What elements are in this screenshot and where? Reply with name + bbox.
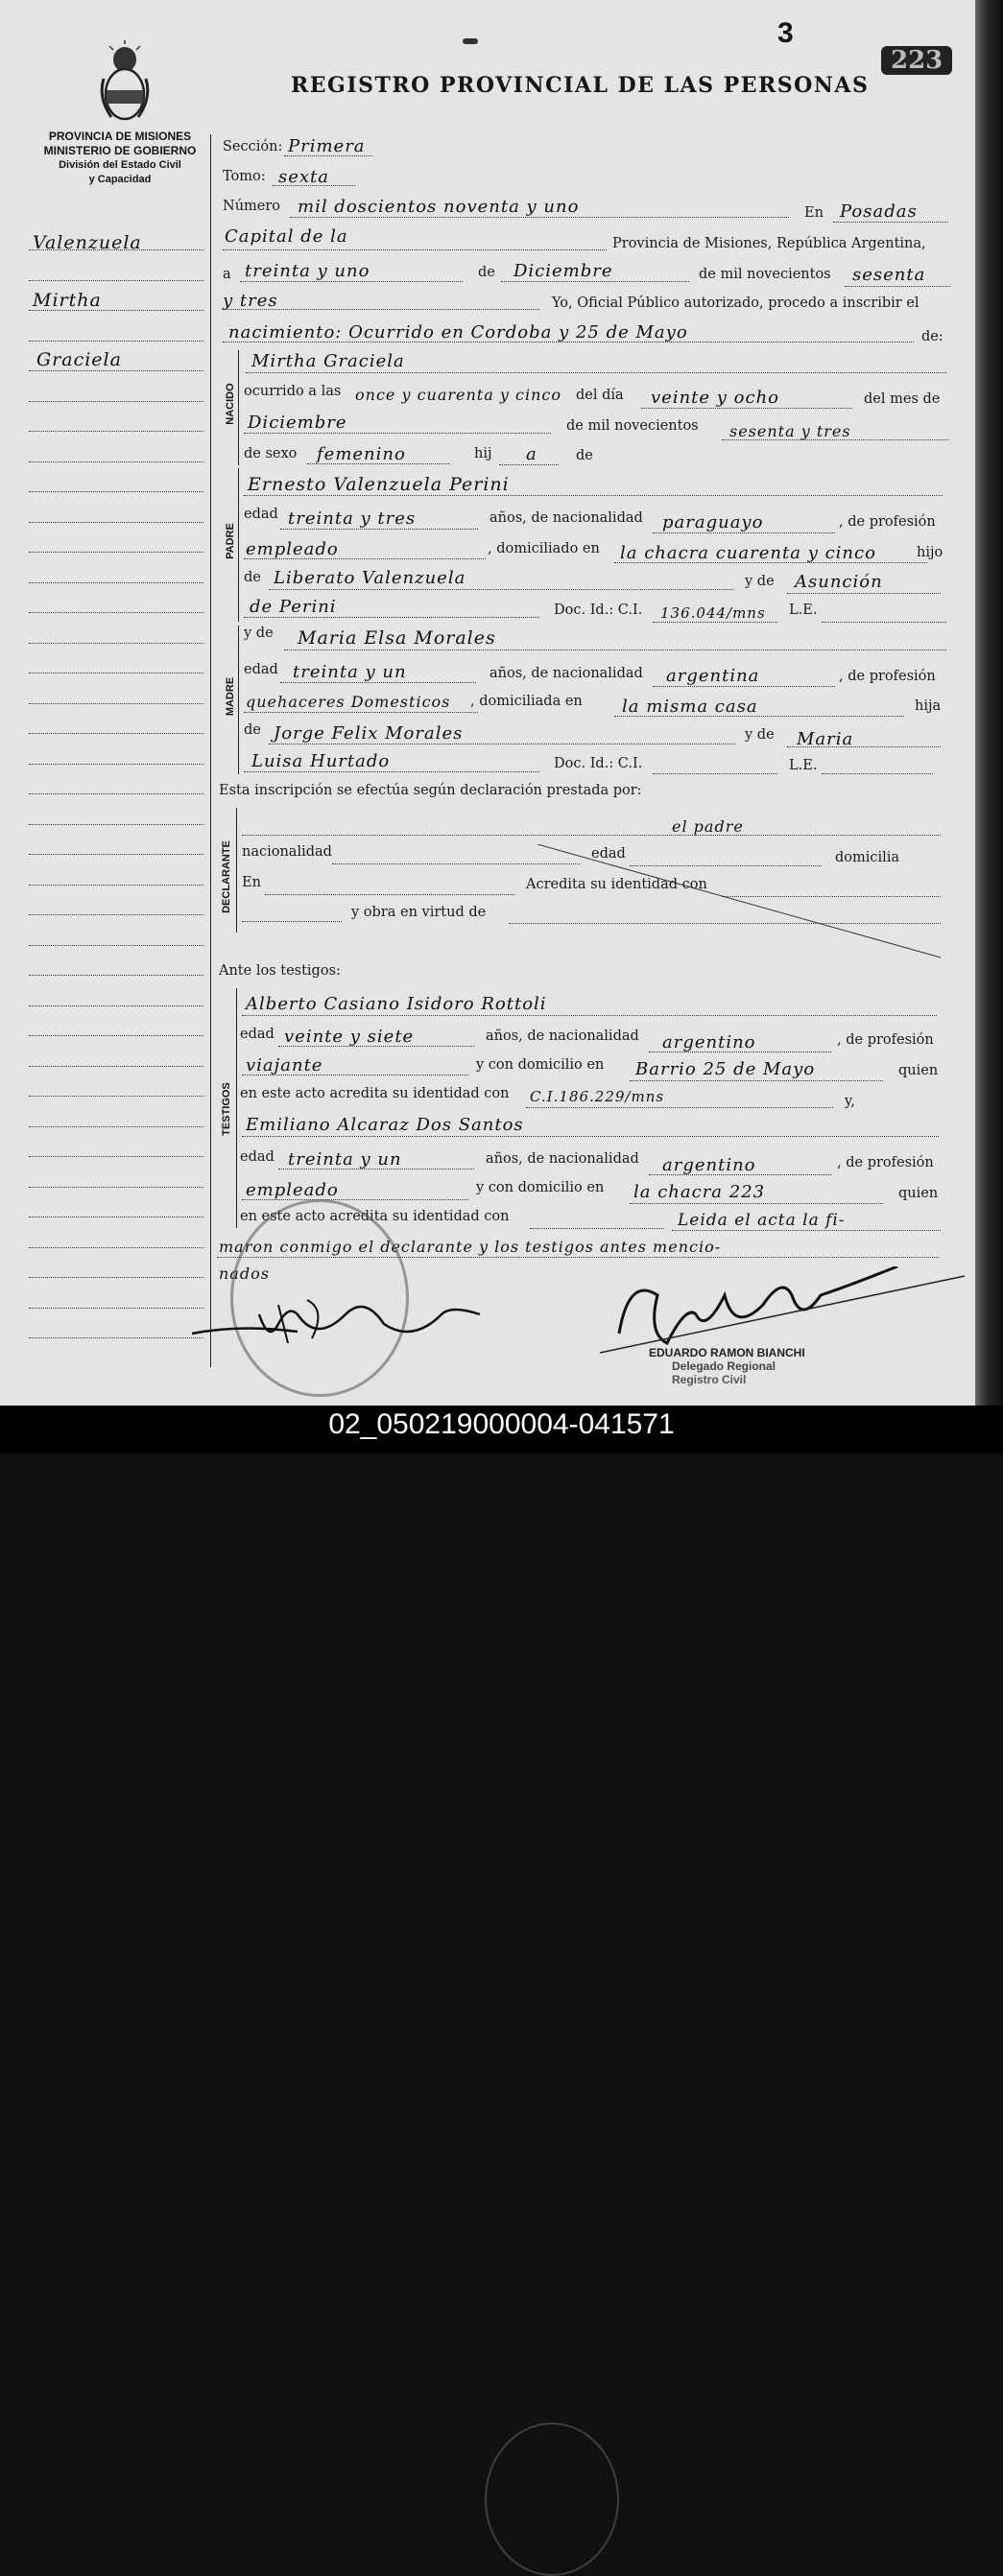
t1-edad-label: edad <box>240 1027 275 1042</box>
mes-nac-line <box>244 433 551 434</box>
t2-ci-line <box>530 1228 664 1229</box>
t1-nac-label: años, de nacionalidad <box>486 1028 639 1044</box>
t1-quien-label: quien <box>898 1063 939 1078</box>
padre-dom-line <box>614 562 927 563</box>
margin-line <box>29 1126 203 1127</box>
margin-line <box>29 703 203 704</box>
madre-doc-label: Doc. Id.: C.I. <box>554 756 643 771</box>
decl-acredita-label: Acredita su identidad con <box>526 877 707 892</box>
padre-edad-line <box>280 529 478 530</box>
leida1-value: Leida el acta la fi- <box>678 1211 846 1230</box>
page-number: 3 <box>777 17 794 49</box>
declarante-bar <box>236 808 237 933</box>
madre-prof-label: , de profesión <box>839 669 936 684</box>
anio2-line <box>223 309 539 310</box>
margin-separator <box>210 134 211 1367</box>
madre-dom-line <box>614 716 904 717</box>
t2-prof-value: empleado <box>246 1180 339 1200</box>
signature-block <box>649 1346 805 1386</box>
padre-ci-line <box>653 622 777 623</box>
t1-nac-value: argentino <box>662 1032 756 1052</box>
en-label: En <box>804 205 824 221</box>
margin-line <box>29 1277 203 1278</box>
madre-y-de1-value: Maria <box>797 729 854 749</box>
dia-value: treinta y uno <box>245 261 370 281</box>
official-office: Registro Civil <box>672 1373 747 1386</box>
t1-y-label: y, <box>845 1094 855 1109</box>
t1-prof-value: viajante <box>246 1055 323 1075</box>
margin-line <box>29 854 203 855</box>
madre-nac-label: años, de nacionalidad <box>490 666 643 681</box>
madre-bar <box>238 626 239 774</box>
padre-edad-label: edad <box>244 507 278 522</box>
decl-en-label: En <box>242 875 261 890</box>
margin-line <box>29 1156 203 1157</box>
leida1-line <box>672 1230 941 1231</box>
madre-y-de1-line <box>787 746 941 747</box>
margin-line <box>29 1096 203 1097</box>
madre-hija-de-value: Jorge Felix Morales <box>274 723 464 744</box>
padre-nombre-line <box>244 495 943 496</box>
margin-line <box>29 975 203 976</box>
margin-line <box>29 733 203 734</box>
del-dia-label: del día <box>576 388 624 403</box>
ocurrido-label: ocurrido a las <box>244 384 342 399</box>
madre-prof-line <box>244 712 478 713</box>
side-label-testigos: TESTIGOS <box>221 1082 232 1136</box>
decl-blank-line <box>242 921 342 922</box>
decl-en-line <box>265 894 514 895</box>
margin-line <box>29 491 203 492</box>
padre-hijo-label: hijo <box>917 545 943 560</box>
margin-line <box>29 1066 203 1067</box>
padre-dom-value: la chacra cuarenta y cinco <box>620 543 876 563</box>
madre-y-de2-label: y de <box>745 727 775 743</box>
capital-line <box>223 249 607 250</box>
en-value: Posadas <box>840 201 918 222</box>
margin-line <box>29 885 203 886</box>
madre-edad-label: edad <box>244 662 278 677</box>
padre-le-line <box>822 622 946 623</box>
side-label-madre: MADRE <box>225 676 236 717</box>
margin-line <box>29 673 203 674</box>
margin-line <box>29 1337 203 1338</box>
tomo-label: Tomo: <box>223 169 266 184</box>
padre-bar <box>238 468 239 622</box>
padre-doc-label: Doc. Id.: C.I. <box>554 603 643 618</box>
numero-line <box>290 217 789 218</box>
sexo-line <box>307 463 449 464</box>
side-label-padre: PADRE <box>225 523 236 559</box>
declarante-strike-line <box>537 844 941 959</box>
coat-of-arms-icon <box>96 40 154 123</box>
testigos-bar <box>236 988 237 1228</box>
t1-dom-label: y con domicilio en <box>476 1057 605 1073</box>
scan-footer-id: 02_050219000004-041571 <box>0 1406 1003 1453</box>
t2-quien-label: quien <box>898 1186 939 1201</box>
org-line-4: y Capacidad <box>88 174 152 185</box>
dia-nac-value: veinte y ocho <box>651 388 780 408</box>
org-line-2: MINISTERIO DE GOBIERNO <box>43 144 197 157</box>
anio-nac-value: sesenta y tres <box>729 422 851 440</box>
tomo-value: sexta <box>278 167 330 187</box>
madre-nac-line <box>653 686 835 687</box>
dia-line <box>240 281 463 282</box>
leida3-value: nados <box>219 1264 270 1283</box>
madre-dom-label: , domiciliada en <box>470 694 583 709</box>
inscripcion-statement: Esta inscripción se efectúa según declaración prestada por: <box>219 783 642 798</box>
t2-edad-value: treinta y un <box>288 1149 402 1170</box>
padre-edad-value: treinta y tres <box>288 508 417 529</box>
madre-y-de2-line <box>244 771 539 772</box>
t1-ci-value: C.I.186.229/mns <box>530 1088 665 1105</box>
nacimiento-value: nacimiento: Ocurrido en Cordoba y 25 de Mayo <box>228 322 688 343</box>
de-mil-nov2-label: de mil novecientos <box>566 418 699 434</box>
margin-line <box>29 431 203 432</box>
margin-line <box>29 370 203 371</box>
margin-line <box>29 1187 203 1188</box>
margin-line <box>29 764 203 765</box>
madre-y-de-label: y de <box>244 626 274 641</box>
org-line-3: División del Estado Civil <box>59 159 181 171</box>
madre-dom-value: la misma casa <box>622 697 758 717</box>
margin-line <box>29 1308 203 1309</box>
margin-line <box>29 1035 203 1036</box>
mes-nac-value: Diciembre <box>248 413 347 433</box>
corner-mark: 223 <box>881 46 952 75</box>
testigo2-value: Emiliano Alcaraz Dos Santos <box>246 1115 524 1135</box>
margin-line <box>29 552 203 553</box>
padre-dom-label: , domiciliado en <box>488 541 600 556</box>
padre-y-de1-value: Asunción <box>795 572 883 592</box>
madre-edad-value: treinta y un <box>293 662 407 682</box>
testigo1-line <box>242 1015 937 1016</box>
madre-hija-label: hija <box>915 698 942 714</box>
official-name: EDUARDO RAMON BIANCHI <box>649 1346 805 1359</box>
numero-value: mil doscientos noventa y uno <box>298 197 580 217</box>
padre-y-de2-line <box>244 617 539 618</box>
margin-line <box>29 914 203 915</box>
seccion-line <box>284 155 372 156</box>
padre-nac-line <box>653 532 835 533</box>
padre-y-de1-line <box>787 593 941 594</box>
top-ink-mark <box>463 38 478 44</box>
margin-line <box>29 310 203 311</box>
madre-edad-line <box>280 682 476 683</box>
padre-nombre-value: Ernesto Valenzuela Perini <box>248 474 510 495</box>
testigo2-line <box>242 1136 939 1137</box>
margin-line <box>29 401 203 402</box>
padre-prof-label: , de profesión <box>839 514 936 530</box>
provincia-label: Provincia de Misiones, República Argentina, <box>612 236 926 251</box>
hij-label: hij <box>474 446 492 461</box>
t2-dom-label: y con domicilio en <box>476 1180 605 1195</box>
margin-first-name: Mirtha <box>33 290 102 311</box>
madre-le-line <box>822 773 933 774</box>
de-mil-nov-label: de mil novecientos <box>699 267 831 282</box>
margin-second-name: Graciela <box>36 349 122 370</box>
leida2-value: maron conmigo el declarante y los testigos antes mencio- <box>219 1238 722 1256</box>
sexo-label: de sexo <box>244 446 298 461</box>
official-stamp-inner <box>485 2422 619 2576</box>
dia-nac-line <box>641 408 852 409</box>
official-title: Delegado Regional <box>672 1359 776 1373</box>
declarante-value: el padre <box>672 817 744 836</box>
hora-value: once y cuarenta y cinco <box>355 386 561 404</box>
padre-prof-line <box>244 558 486 559</box>
t2-edad-line <box>278 1169 474 1170</box>
tomo-line <box>273 185 355 186</box>
padre-hijo-de-line <box>269 589 733 590</box>
mes-line <box>501 281 689 282</box>
de-colon-label: de: <box>921 329 943 344</box>
nombre-nacido-line <box>246 372 946 373</box>
capital-value: Capital de la <box>225 226 348 247</box>
decl-nacionalidad-label: nacionalidad <box>242 844 332 860</box>
t2-nac-label: años, de nacionalidad <box>486 1151 639 1167</box>
declarant-signature <box>182 1276 509 1362</box>
anio-nac-line <box>722 439 948 440</box>
t2-dom-value: la chacra 223 <box>633 1182 766 1202</box>
de2-label: de <box>576 448 593 463</box>
t2-dom-line <box>630 1203 883 1204</box>
padre-nac-label: años, de nacionalidad <box>490 510 643 526</box>
padre-y-de-label: y de <box>745 574 775 589</box>
margin-line <box>29 612 203 613</box>
madre-nac-value: argentina <box>666 666 760 686</box>
seccion-label: Sección: <box>223 139 283 154</box>
t2-prof-label: , de profesión <box>837 1155 934 1170</box>
decl-y-obra-label: y obra en virtud de <box>351 905 487 920</box>
margin-line <box>29 461 203 462</box>
mes-value: Diciembre <box>513 261 613 281</box>
side-label-declarante: DECLARANTE <box>221 840 232 913</box>
padre-ci-value: 136.044/mns <box>660 604 766 622</box>
t1-edad-line <box>278 1046 474 1047</box>
margin-surname: Valenzuela <box>33 232 142 253</box>
madre-nombre-value: Maria Elsa Morales <box>298 627 496 649</box>
seccion-value: Primera <box>288 136 366 156</box>
t2-edad-label: edad <box>240 1149 275 1165</box>
margin-line <box>29 582 203 583</box>
anio1-line <box>845 286 950 287</box>
padre-nac-value: paraguayo <box>662 512 764 532</box>
t1-edad-value: veinte y siete <box>284 1027 415 1047</box>
anio2-value: y tres <box>223 291 278 311</box>
margin-line <box>29 643 203 644</box>
padre-le-label: L.E. <box>789 603 818 618</box>
numero-label: Número <box>223 199 281 214</box>
t1-ci-line <box>526 1107 833 1108</box>
t1-acredita-label: en este acto acredita su identidad con <box>240 1086 510 1101</box>
t1-dom-line <box>630 1080 883 1081</box>
ante-testigos-label: Ante los testigos: <box>219 963 341 979</box>
margin-line <box>29 249 203 250</box>
t2-nac-line <box>649 1174 831 1175</box>
t1-prof-label: , de profesión <box>837 1032 934 1048</box>
testigo1-value: Alberto Casiano Isidoro Rottoli <box>246 994 547 1014</box>
de-label: de <box>478 265 495 280</box>
page-edge-shadow <box>975 0 1003 1406</box>
margin-line <box>29 522 203 523</box>
nacimiento-line <box>223 342 914 343</box>
yo-oficial-label: Yo, Oficial Público autorizado, procedo a inscribir el <box>552 295 919 311</box>
t2-acredita-label: en este acto acredita su identidad con <box>240 1209 510 1224</box>
madre-le-label: L.E. <box>789 758 818 773</box>
margin-line <box>29 280 203 281</box>
anio1-value: sesenta <box>852 265 926 285</box>
hij-line <box>499 464 559 465</box>
madre-prof-value: quehaceres Domesticos <box>246 693 451 711</box>
margin-line <box>29 793 203 794</box>
declarante-line <box>242 835 941 836</box>
decl-domicilia-label: domicilia <box>835 850 900 865</box>
margin-line <box>29 945 203 946</box>
side-label-nacido: NACIDO <box>225 383 236 425</box>
t2-nac-value: argentino <box>662 1155 756 1175</box>
madre-de-label: de <box>244 722 261 738</box>
t1-dom-value: Barrio 25 de Mayo <box>635 1059 816 1079</box>
margin-line <box>29 1247 203 1248</box>
org-header <box>29 130 211 187</box>
margin-line <box>29 1005 203 1006</box>
sexo-value: femenino <box>317 444 406 464</box>
t2-prof-line <box>242 1199 468 1200</box>
nacido-bar <box>238 350 239 465</box>
del-mes-label: del mes de <box>864 391 941 407</box>
decl-edad-label: edad <box>591 846 626 862</box>
en-line <box>833 222 948 223</box>
padre-de-label: de <box>244 570 261 585</box>
nombre-nacido-value: Mirtha Graciela <box>251 351 405 371</box>
hij-suffix: a <box>526 444 537 464</box>
padre-prof-value: empleado <box>246 539 339 559</box>
a-label: a <box>223 267 231 282</box>
madre-ci-line <box>653 773 777 774</box>
madre-y-de2-value: Luisa Hurtado <box>251 751 391 771</box>
margin-line <box>29 824 203 825</box>
document-title: REGISTRO PROVINCIAL DE LAS PERSONAS <box>291 73 870 98</box>
padre-hijo-de-value: Liberato Valenzuela <box>274 568 466 588</box>
margin-line <box>29 341 203 342</box>
padre-y-de2-value: de Perini <box>250 597 337 617</box>
org-line-1: PROVINCIA DE MISIONES <box>48 130 192 143</box>
